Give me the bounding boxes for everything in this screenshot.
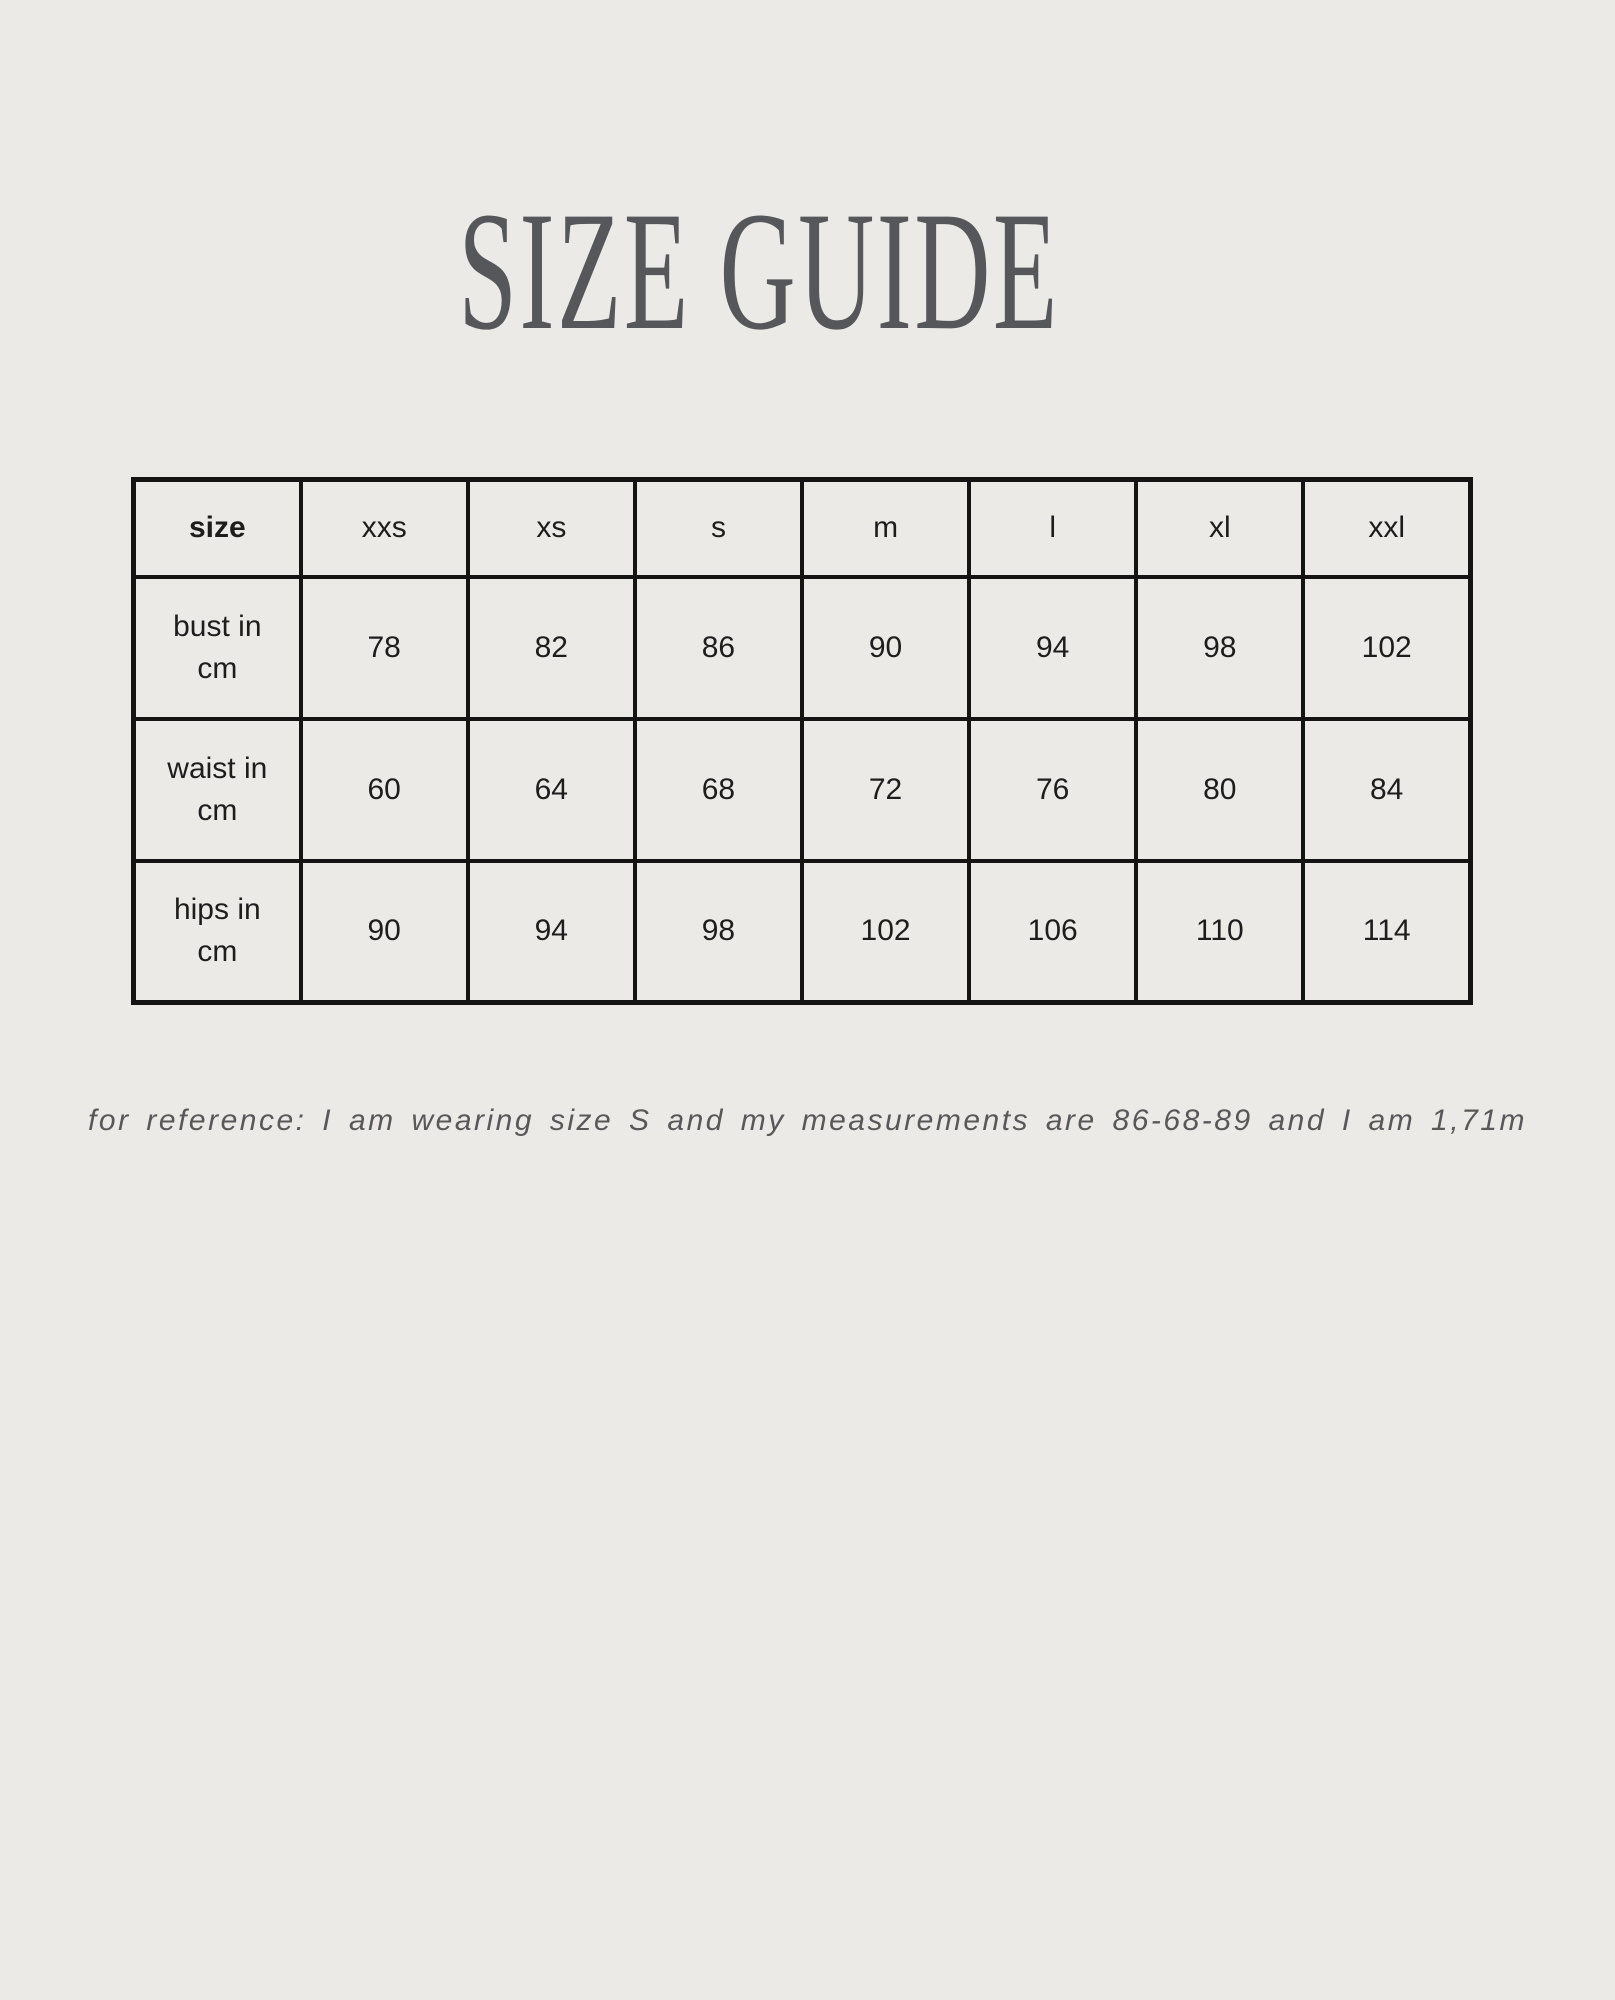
row-label-waist: waist in cm <box>134 719 301 861</box>
hips-value-xxs: 90 <box>301 861 468 1003</box>
header-cell-xxl: xxl <box>1303 480 1470 577</box>
bust-value-l: 94 <box>969 577 1136 719</box>
hips-value-xxl: 114 <box>1303 861 1470 1003</box>
title-container <box>0 177 1615 365</box>
waist-value-xl: 80 <box>1136 719 1303 861</box>
waist-value-xxl: 84 <box>1303 719 1470 861</box>
bust-value-m: 90 <box>802 577 969 719</box>
table-row-waist <box>134 719 1471 861</box>
table-header <box>134 480 1471 577</box>
waist-value-xs: 64 <box>468 719 635 861</box>
row-label-hips: hips in cm <box>134 861 301 1003</box>
header-cell-size: size <box>134 480 301 577</box>
header-cell-xl: xl <box>1136 480 1303 577</box>
page-title: SIZE GUIDE <box>458 177 1061 365</box>
waist-value-l: 76 <box>969 719 1136 861</box>
hips-value-l: 106 <box>969 861 1136 1003</box>
bust-value-xs: 82 <box>468 577 635 719</box>
hips-value-xs: 94 <box>468 861 635 1003</box>
bust-value-xxl: 102 <box>1303 577 1470 719</box>
header-cell-xs: xs <box>468 480 635 577</box>
size-guide-table <box>131 477 1473 1005</box>
header-cell-l: l <box>969 480 1136 577</box>
header-cell-m: m <box>802 480 969 577</box>
table-row-hips <box>134 861 1471 1003</box>
bust-value-xxs: 78 <box>301 577 468 719</box>
reference-note: for reference: I am wearing size S and my measurements are 86-68-89 and I am 1,71m <box>88 1104 1527 1137</box>
hips-value-m: 102 <box>802 861 969 1003</box>
table-header-row <box>134 480 1471 577</box>
waist-value-xxs: 60 <box>301 719 468 861</box>
header-cell-xxs: xxs <box>301 480 468 577</box>
header-cell-s: s <box>635 480 802 577</box>
table-body <box>134 577 1471 1003</box>
row-label-bust: bust in cm <box>134 577 301 719</box>
bust-value-xl: 98 <box>1136 577 1303 719</box>
hips-value-xl: 110 <box>1136 861 1303 1003</box>
waist-value-m: 72 <box>802 719 969 861</box>
table-row-bust <box>134 577 1471 719</box>
bust-value-s: 86 <box>635 577 802 719</box>
hips-value-s: 98 <box>635 861 802 1003</box>
waist-value-s: 68 <box>635 719 802 861</box>
